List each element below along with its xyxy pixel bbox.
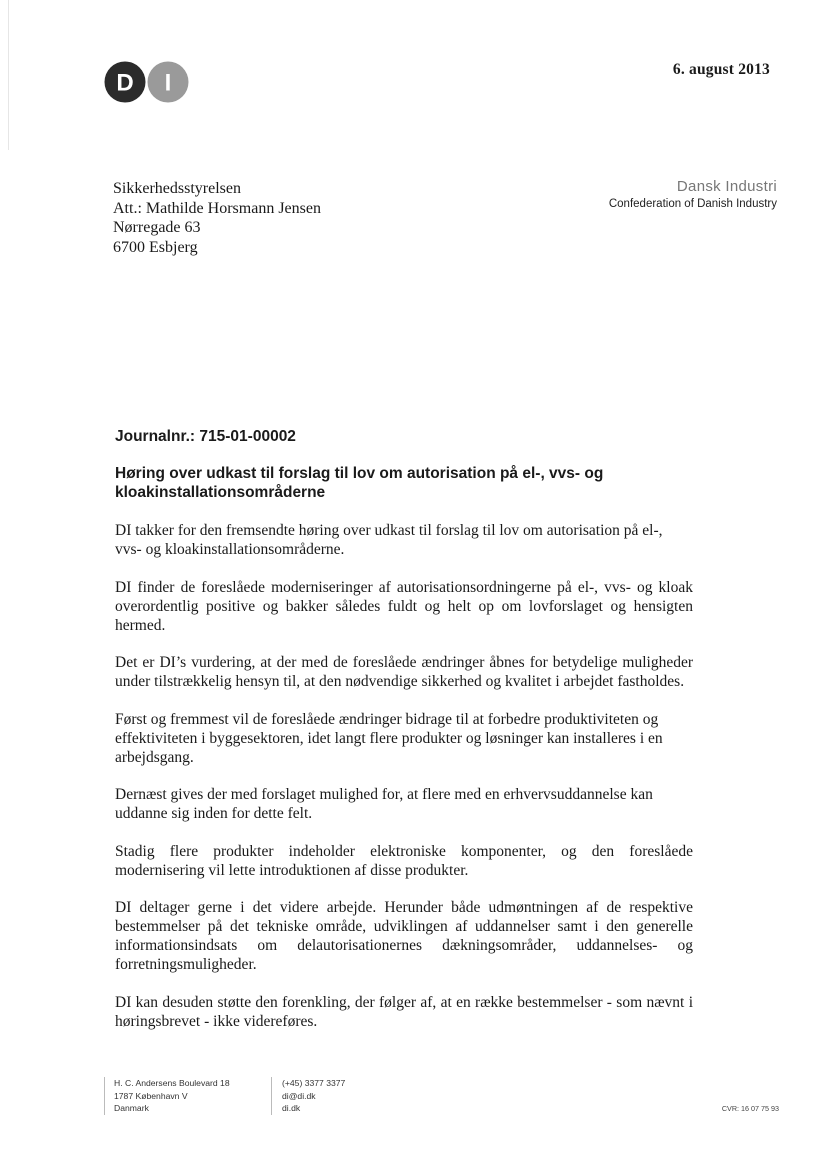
footer-contact (271, 1077, 345, 1115)
recipient-line: 6700 Esbjerg (113, 238, 198, 256)
letter-date: 6. august 2013 (672, 61, 770, 78)
sender-organization (609, 178, 777, 212)
sender-subtitle: Confederation of Danish Industry (608, 198, 777, 210)
footer-address-line: Danmark (114, 1103, 149, 1114)
journal-number: Journalnr.: 715-01-00002 (115, 428, 296, 445)
body-paragraph: Stadig flere produkter indeholder elektroniske komponenter, og den foreslåede modernisering vil lette introduktionen af disse produkter. (115, 842, 693, 879)
recipient-line: Nørregade 63 (113, 219, 201, 237)
footer-phone: (+45) 3377 3377 (282, 1078, 346, 1088)
footer-address (104, 1077, 230, 1115)
body-paragraph: DI takker for den fremsendte høring over udkast til forslag til lov om autorisation på el-, vvs- og kloakinstallationsområderne. (115, 522, 663, 558)
scan-edge-line (8, 0, 9, 150)
di-logo (104, 60, 190, 104)
body-paragraph: Dernæst gives der med forslaget mulighed for, at flere med en erhvervsuddannelse kan uddanne sig inden for dette felt. (115, 786, 653, 822)
letter-subject: Høring over udkast til forslag til lov om autorisation på el-, vvs- og kloakinstallationsområderne (115, 465, 604, 501)
body-paragraph: DI kan desuden støtte den forenkling, der følger af, at en række bestemmelser - som nævnt i høringsbrevet - ikke videreføres. (115, 993, 693, 1030)
footer-address-line: H. C. Andersens Boulevard 18 (114, 1078, 230, 1088)
footer-email: di@di.dk (282, 1090, 316, 1101)
logo-i-letter: I (164, 69, 172, 97)
recipient-line: Att.: Mathilde Horsmann Jensen (113, 199, 321, 217)
recipient-line: Sikkerhedsstyrelsen (113, 180, 241, 197)
sender-name: Dansk Industri (676, 178, 777, 195)
footer-website: di.dk (282, 1103, 301, 1114)
body-paragraph: DI deltager gerne i det videre arbejde. Herunder både udmøntningen af de respektive bestemmelser på det tekniske område, udviklingen af uddannelser samt i den generelle informationsindsats om delautorisationernes dækningsområder, uddannelses- og forretningsmuligheder. (115, 899, 693, 973)
recipient-address (113, 179, 321, 257)
letter-body (115, 521, 693, 1049)
logo-d-letter: D (116, 69, 134, 97)
body-paragraph: DI finder de foreslåede moderniseringer af autorisationsordningerne på el-, vvs- og kloak overordentlig positive og bakker således fuldt og helt op om lovforslaget og hensigten hermed. (115, 578, 693, 634)
footer-cvr: CVR: 16 07 75 93 (721, 1104, 779, 1113)
body-paragraph: Først og fremmest vil de foreslåede ændringer bidrage til at forbedre produktiviteten og effektiviteten i byggesektoren, idet langt flere produkter og løsninger kan installeres i en arbejdsgang. (115, 710, 663, 766)
footer-address-line: 1787 København V (114, 1090, 188, 1101)
body-paragraph: Det er DI’s vurdering, at der med de foreslåede ændringer åbnes for betydelige muligheder under tilstrækkelig hensyn til, at den nødvendige sikkerhed og kvalitet i arbejdet fastholdes. (115, 654, 693, 690)
